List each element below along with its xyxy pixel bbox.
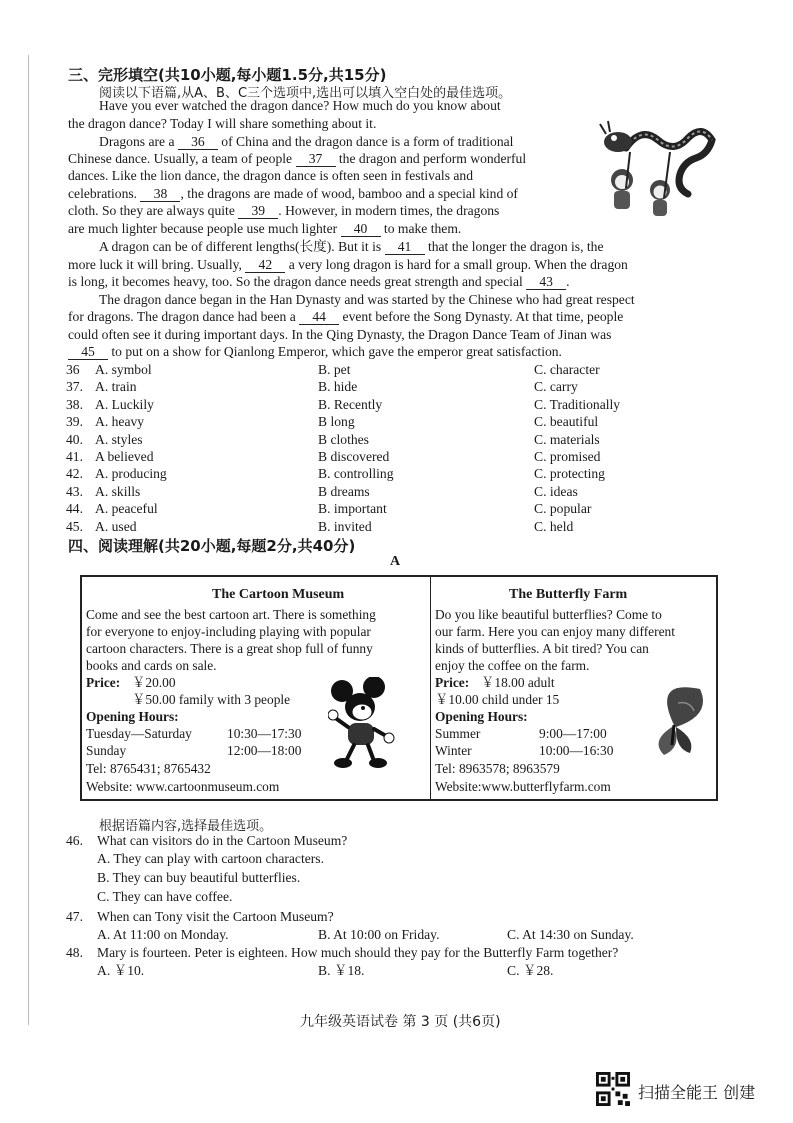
blank-number: 37 <box>296 152 336 167</box>
margin-line <box>28 55 29 1025</box>
cartoon-price-label: Price: <box>86 675 121 690</box>
passage-text: the dragon and perform wonderful <box>335 151 527 166</box>
option-num: 45. <box>66 518 83 534</box>
answer-option[interactable]: B. At 10:00 on Friday. <box>318 927 440 942</box>
butterfly-price-2: ￥10.00 child under 15 <box>435 692 560 707</box>
option-b[interactable]: B discovered <box>318 449 390 464</box>
passage-line <box>99 291 635 308</box>
option-c[interactable]: C. ideas <box>534 483 578 499</box>
option-a[interactable]: A. styles <box>95 431 143 447</box>
option-b[interactable]: B clothes <box>318 431 369 447</box>
passage-text: more luck it will bring. Usually, <box>68 257 246 272</box>
option-a[interactable]: A. heavy <box>95 414 145 430</box>
option-num: 44. <box>66 501 83 517</box>
option-c[interactable]: C. held <box>534 518 574 534</box>
option-num: 41. <box>66 449 83 464</box>
passage-text: Chinese dance. Usually, a team of people <box>68 151 296 166</box>
ads-box <box>80 575 718 801</box>
cartoon-intro-4: books and cards on sale. <box>86 658 217 673</box>
passage-text: are much lighter because people use much lighter <box>68 221 341 236</box>
passage-line <box>68 308 623 325</box>
answer-option[interactable]: B. They can buy beautiful butterflies. <box>97 870 301 885</box>
option-a[interactable]: A. used <box>95 518 137 534</box>
cartoon-hours-day-2: Sunday <box>86 743 127 758</box>
passage-line <box>68 115 376 132</box>
cartoon-intro-3: cartoon characters. There is a great shop full of funny <box>86 641 373 656</box>
option-num: 38. <box>66 396 83 412</box>
passage-line <box>68 167 473 184</box>
butterfly-hours-time-2: 10:00—16:30 <box>539 743 614 758</box>
section-3-instruction: 阅读以下语篇,从A、B、C三个选项中,选出可以填入空白处的最佳选项。 <box>99 86 512 101</box>
answer-option[interactable]: B. ￥18. <box>318 963 365 978</box>
cartoon-hours-day-1: Tuesday—Saturday <box>86 726 192 741</box>
question-number: 46. <box>66 833 83 848</box>
butterfly-tel: Tel: 8963578; 8963579 <box>435 761 560 776</box>
passage-text: A dragon can be of different lengths(长度). But it is <box>99 239 385 254</box>
passage-text: . <box>566 274 570 289</box>
section-4-title: 四、阅读理解(共20小题,每题2分,共40分) <box>68 537 356 555</box>
option-a[interactable]: A. skills <box>95 483 141 499</box>
passage-text: to put on a show for Qianlong Emperor, which gave the emperor great satisfaction. <box>108 344 562 359</box>
butterfly-intro-1: Do you like beautiful butterflies? Come to <box>435 607 662 622</box>
reading-instruction: 根据语篇内容,选择最佳选项。 <box>99 819 273 834</box>
option-b[interactable]: B. important <box>318 501 387 517</box>
passage-text: dances. Like the lion dance, the dragon dance is often seen in festivals and <box>68 168 474 183</box>
passage-text: that the longer the dragon is, the <box>424 239 604 254</box>
option-a[interactable]: A believed <box>95 449 154 464</box>
answer-option[interactable]: A. ￥10. <box>97 963 145 978</box>
passage-text: event before the Song Dynasty. At that time, people <box>339 309 624 324</box>
butterfly-intro-3: kinds of butterflies. A bit tired? You can <box>435 641 649 656</box>
watermark-text: 扫描全能王 创建 <box>638 1083 756 1102</box>
passage-line <box>68 273 570 290</box>
passage-line <box>68 220 461 237</box>
passage-text: , the dragons are made of wood, bamboo and a special kind of <box>180 186 518 201</box>
blank-number: 41 <box>385 240 425 255</box>
butterfly-intro-4: enjoy the coffee on the farm. <box>435 658 590 673</box>
option-b[interactable]: B dreams <box>318 483 370 499</box>
option-c[interactable]: C. popular <box>534 501 592 517</box>
cartoon-hours-label: Opening Hours: <box>86 709 179 724</box>
passage-text: is long, it becomes heavy, too. So the dragon dance needs great strength and special <box>68 274 527 289</box>
question-text: When can Tony visit the Cartoon Museum? <box>97 909 334 924</box>
option-c[interactable]: C. materials <box>534 431 600 447</box>
butterfly-intro-2: our farm. Here you can enjoy many different <box>435 624 675 639</box>
option-b[interactable]: B. hide <box>318 379 358 395</box>
option-c[interactable]: C. Traditionally <box>534 396 621 412</box>
section-3-title: 三、完形填空(共10小题,每小题1.5分,共15分) <box>68 66 387 84</box>
question-text: What can visitors do in the Cartoon Museum? <box>97 833 348 848</box>
butterfly-hours-day-1: Summer <box>435 726 481 741</box>
cartoon-hours-time-2: 12:00—18:00 <box>227 743 302 758</box>
question-number: 48. <box>66 945 83 960</box>
answer-option[interactable]: A. They can play with cartoon characters. <box>97 851 324 866</box>
blank-number: 39 <box>238 204 278 219</box>
option-c[interactable]: C. carry <box>534 379 578 395</box>
dragon-dance-illustration <box>596 118 720 218</box>
question-text: Mary is fourteen. Peter is eighteen. How much should they pay for the Butterfly Farm together? <box>97 945 619 960</box>
passage-line <box>99 133 513 150</box>
cartoon-hours-time-1: 10:30—17:30 <box>227 726 302 741</box>
cartoon-museum-title: The Cartoon Museum <box>212 587 345 602</box>
blank-number: 43 <box>526 275 566 290</box>
passage-line <box>68 343 562 360</box>
passage-text: to make them. <box>380 221 462 236</box>
blank-number: 42 <box>245 258 285 273</box>
cartoon-tel: Tel: 8765431; 8765432 <box>86 761 211 776</box>
passage-text: The dragon dance began in the Han Dynasty and was started by the Chinese who had great respect <box>99 292 635 307</box>
passage-text: . However, in modern times, the dragons <box>278 203 500 218</box>
passage-text: cloth. So they are always quite <box>68 203 239 218</box>
blank-number: 44 <box>299 310 339 325</box>
option-a[interactable]: A. producing <box>95 466 167 482</box>
option-num: 36 <box>66 362 80 377</box>
butterfly-price-label: Price: <box>435 675 470 690</box>
passage-text: celebrations. <box>68 186 141 201</box>
option-num: 40. <box>66 431 83 447</box>
ads-divider <box>430 577 431 799</box>
passage-text: Have you ever watched the dragon dance? How much do you know about <box>99 98 501 113</box>
option-num: 37. <box>66 379 83 395</box>
passage-label: A <box>390 554 401 569</box>
option-num: 39. <box>66 414 83 430</box>
cartoon-intro-2: for everyone to enjoy-including playing with popular <box>86 624 371 639</box>
answer-option[interactable]: A. At 11:00 on Monday. <box>97 927 229 942</box>
butterfly-hours-time-1: 9:00—17:00 <box>539 726 607 741</box>
butterfly-hours-day-2: Winter <box>435 743 472 758</box>
blank-number: 36 <box>178 135 218 150</box>
option-a[interactable]: A. Luckily <box>95 396 154 412</box>
question-number: 47. <box>66 909 83 924</box>
passage-line <box>68 150 526 167</box>
passage-text: of China and the dragon dance is a form of traditional <box>217 134 514 149</box>
butterfly-price-1: ￥18.00 adult <box>481 675 555 690</box>
option-c[interactable]: C. promised <box>534 449 601 464</box>
option-a[interactable]: A. symbol <box>95 362 152 377</box>
cartoon-mouse-illustration <box>328 677 396 769</box>
cartoon-website: Website: www.cartoonmuseum.com <box>86 779 280 794</box>
answer-option[interactable]: C. At 14:30 on Sunday. <box>507 927 634 942</box>
blank-number: 40 <box>341 222 381 237</box>
option-a[interactable]: A. peaceful <box>95 501 158 517</box>
qr-code-icon <box>596 1072 630 1106</box>
blank-number: 38 <box>140 187 180 202</box>
option-b[interactable]: B. controlling <box>318 466 394 482</box>
passage-text: could often see it during important days. In the Qing Dynasty, the Dragon Dance Team of Jinan was <box>68 327 612 342</box>
butterfly-farm-title: The Butterfly Farm <box>509 587 628 602</box>
option-a[interactable]: A. train <box>95 379 137 395</box>
passage-text: Dragons are a <box>99 134 178 149</box>
option-b[interactable]: B. Recently <box>318 396 383 412</box>
butterfly-illustration <box>642 685 712 757</box>
passage-text: a very long dragon is hard for a small group. When the dragon <box>285 257 628 272</box>
option-b[interactable]: B. pet <box>318 362 351 377</box>
cartoon-price-2: ￥50.00 family with 3 people <box>132 692 291 707</box>
passage-text: for dragons. The dragon dance had been a <box>68 309 300 324</box>
option-c[interactable]: C. character <box>534 362 600 377</box>
passage-line <box>68 185 518 202</box>
passage-line <box>99 238 603 255</box>
cartoon-price-1: ￥20.00 <box>132 675 176 690</box>
option-c[interactable]: C. protecting <box>534 466 605 482</box>
option-b[interactable]: B. invited <box>318 518 372 534</box>
passage-line <box>99 97 501 114</box>
option-c[interactable]: C. beautiful <box>534 414 599 430</box>
passage-line <box>68 326 611 343</box>
blank-number: 45 <box>68 345 108 360</box>
butterfly-hours-label: Opening Hours: <box>435 709 528 724</box>
passage-line <box>68 202 499 219</box>
passage-text: the dragon dance? Today I will share something about it. <box>68 116 377 131</box>
option-b[interactable]: B long <box>318 414 355 430</box>
option-num: 42. <box>66 466 83 482</box>
option-num: 43. <box>66 483 83 499</box>
cartoon-intro-1: Come and see the best cartoon art. There is something <box>86 607 376 622</box>
butterfly-website: Website:www.butterflyfarm.com <box>435 779 611 794</box>
answer-option[interactable]: C. ￥28. <box>507 963 554 978</box>
answer-option[interactable]: C. They can have coffee. <box>97 889 233 904</box>
passage-line <box>68 256 628 273</box>
page-footer: 九年级英语试卷 第 3 页 (共6页) <box>300 1014 501 1030</box>
